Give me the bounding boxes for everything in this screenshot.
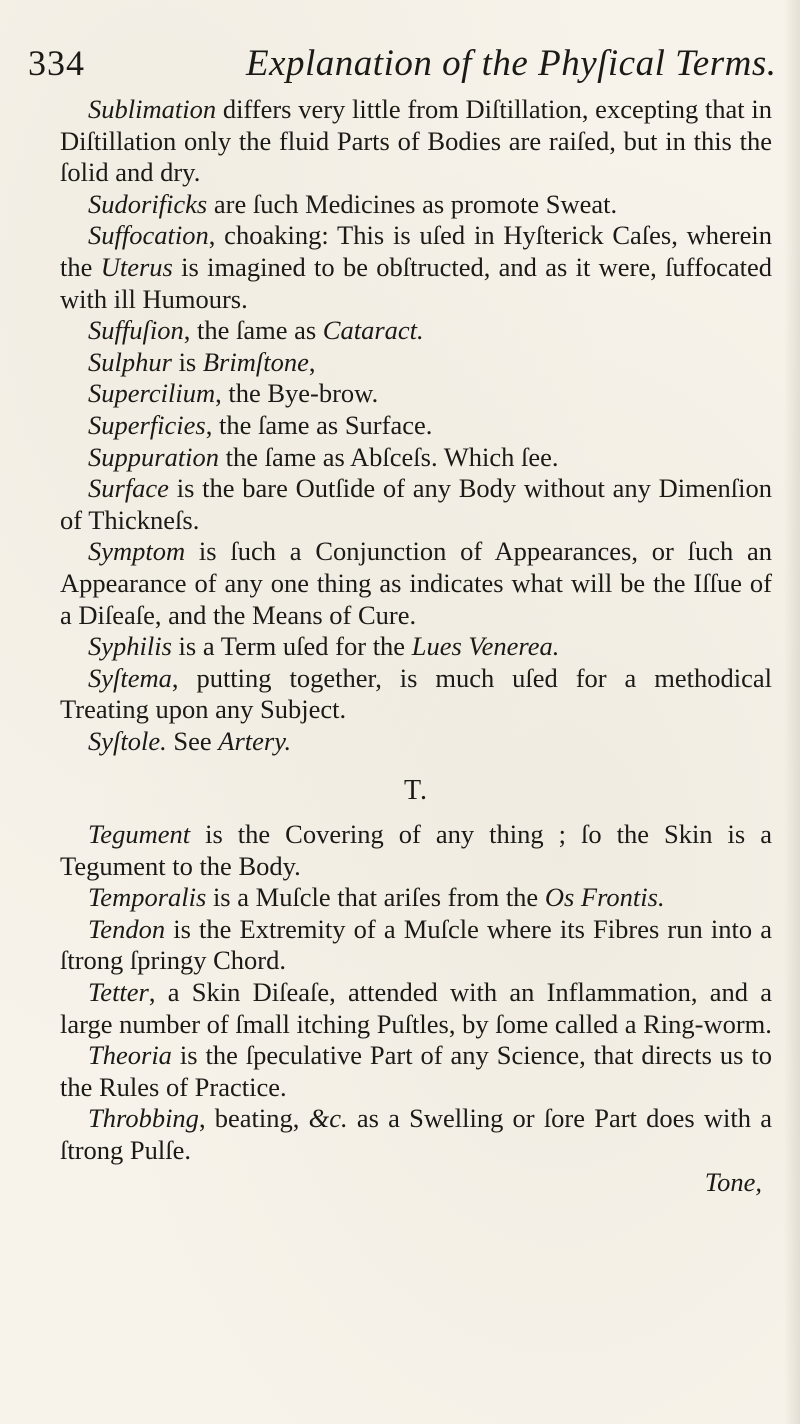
glossary-entry xyxy=(60,726,772,758)
entry-definition: See xyxy=(166,725,219,756)
entry-italic-term: Uterus xyxy=(100,251,173,282)
entry-term: Sudorificks xyxy=(88,188,208,219)
entry-term: Temporalis xyxy=(88,882,207,913)
glossary-entry xyxy=(60,442,772,474)
entry-definition: is xyxy=(171,346,203,377)
entry-definition: , the ſame as Surface. xyxy=(205,409,433,440)
entry-italic-term: Brimſtone xyxy=(202,346,309,377)
entry-definition-continued: is imagined to be obſtructed, and as it were, ſuffocated with ill Humours. xyxy=(60,251,773,314)
entry-term: Throbbing xyxy=(88,1103,199,1134)
entry-definition: is the Extremity of a Muſcle where its Fibres run into a ſtrong ſpringy Chord. xyxy=(60,913,772,976)
entry-definition-continued: , xyxy=(308,346,316,377)
glossary-entry xyxy=(60,94,772,189)
entry-definition: differs very little from Diſtillation, excepting that in Diſtillation only the fluid Parts of Bodies are raiſed, but in this the ſolid and dry. xyxy=(60,94,772,188)
entry-term: Tetter xyxy=(88,977,149,1008)
entry-italic-term: Os Frontis. xyxy=(544,882,665,913)
entry-term: Syphilis xyxy=(88,631,172,662)
entry-term: Suffuſion xyxy=(88,315,184,346)
page-header xyxy=(28,34,777,84)
glossary-entry xyxy=(60,473,772,536)
entry-term: Suppuration xyxy=(88,441,220,472)
glossary-entry xyxy=(60,1040,772,1103)
entry-term: Sulphur xyxy=(88,346,172,377)
entry-italic-term: Lues Venerea. xyxy=(411,631,560,662)
glossary-entry xyxy=(60,914,772,977)
entry-definition: is the Covering of any thing ; ſo the Skin is a Tegument to the Body. xyxy=(60,819,772,881)
entry-definition: the ſame as Abſceſs. Which ſee. xyxy=(219,441,559,472)
glossary-entry xyxy=(60,220,772,315)
entry-definition-continued: as a Swelling or ſore Part does with a ſtrong Pulſe. xyxy=(60,1103,773,1165)
entry-term: Surface xyxy=(88,473,169,504)
entry-definition: , the Bye-brow. xyxy=(215,378,379,409)
glossary-entry xyxy=(60,347,772,379)
entry-term: Tegument xyxy=(88,819,191,850)
glossary-entry xyxy=(60,977,772,1040)
catchword: Tone, xyxy=(704,1166,762,1197)
entries-t-group xyxy=(60,819,772,1167)
entry-definition: , beating, xyxy=(198,1103,309,1134)
entry-term: Symptom xyxy=(88,536,186,567)
entry-definition: is ſuch a Conjunction of Appearances, or ſuch an Appearance of any one thing as indicates what will be the Iſſue of a Diſeaſe, and the Means of Cure. xyxy=(60,536,772,630)
glossary-entry xyxy=(60,663,772,726)
glossary-entry xyxy=(60,1103,772,1166)
entry-definition: , the ſame as xyxy=(183,315,323,346)
glossary-entry xyxy=(60,819,772,882)
running-head: Explanation of the Phyſical Terms. xyxy=(246,43,777,84)
glossary-entry xyxy=(60,410,772,442)
entry-definition: is a Muſcle that ariſes from the xyxy=(206,882,545,913)
entry-term: Suffocation xyxy=(88,220,209,251)
section-letter: T. xyxy=(403,775,429,807)
entry-term: Superficies xyxy=(88,409,206,440)
entry-term: Sublimation xyxy=(88,94,217,124)
entry-term: Syſtema xyxy=(88,662,172,693)
entry-definition: are ſuch Medicines as promote Sweat. xyxy=(207,188,618,219)
page-gutter-shadow xyxy=(784,0,800,1424)
glossary-entry xyxy=(60,536,772,631)
entry-italic-term: Artery. xyxy=(218,725,292,756)
glossary-body xyxy=(60,94,772,1198)
entry-definition: is the ſpeculative Part of any Science, that directs us to the Rules of Practice. xyxy=(60,1040,772,1102)
entry-term: Theoria xyxy=(88,1040,172,1071)
glossary-entry xyxy=(60,631,772,663)
entry-italic-term: Cataract. xyxy=(322,315,424,346)
entry-italic-term: &c. xyxy=(308,1103,348,1134)
entry-definition: , choaking: This is uſed in Hyſterick Caſes, wherein the xyxy=(60,220,772,282)
glossary-entry xyxy=(60,882,772,914)
page-number: 334 xyxy=(28,43,85,83)
entry-term: Supercilium xyxy=(88,378,216,409)
entry-definition: is a Term uſed for the xyxy=(171,631,412,662)
entry-term: Tendon xyxy=(88,913,166,944)
entry-term: Syſtole. xyxy=(88,725,167,756)
entries-s-group xyxy=(60,94,772,757)
entry-definition: is the bare Outſide of any Body without any Dimenſion of Thickneſs. xyxy=(60,473,772,535)
entry-definition: , putting together, is much uſed for a methodical Treating upon any Subject. xyxy=(60,662,772,725)
glossary-entry xyxy=(60,189,772,221)
entry-definition: , a Skin Diſeaſe, attended with an Inflammation, and a large number of ſmall itching Puſtles, by ſome called a Ring-worm. xyxy=(60,977,772,1039)
glossary-entry xyxy=(60,315,772,347)
glossary-entry xyxy=(60,378,772,410)
